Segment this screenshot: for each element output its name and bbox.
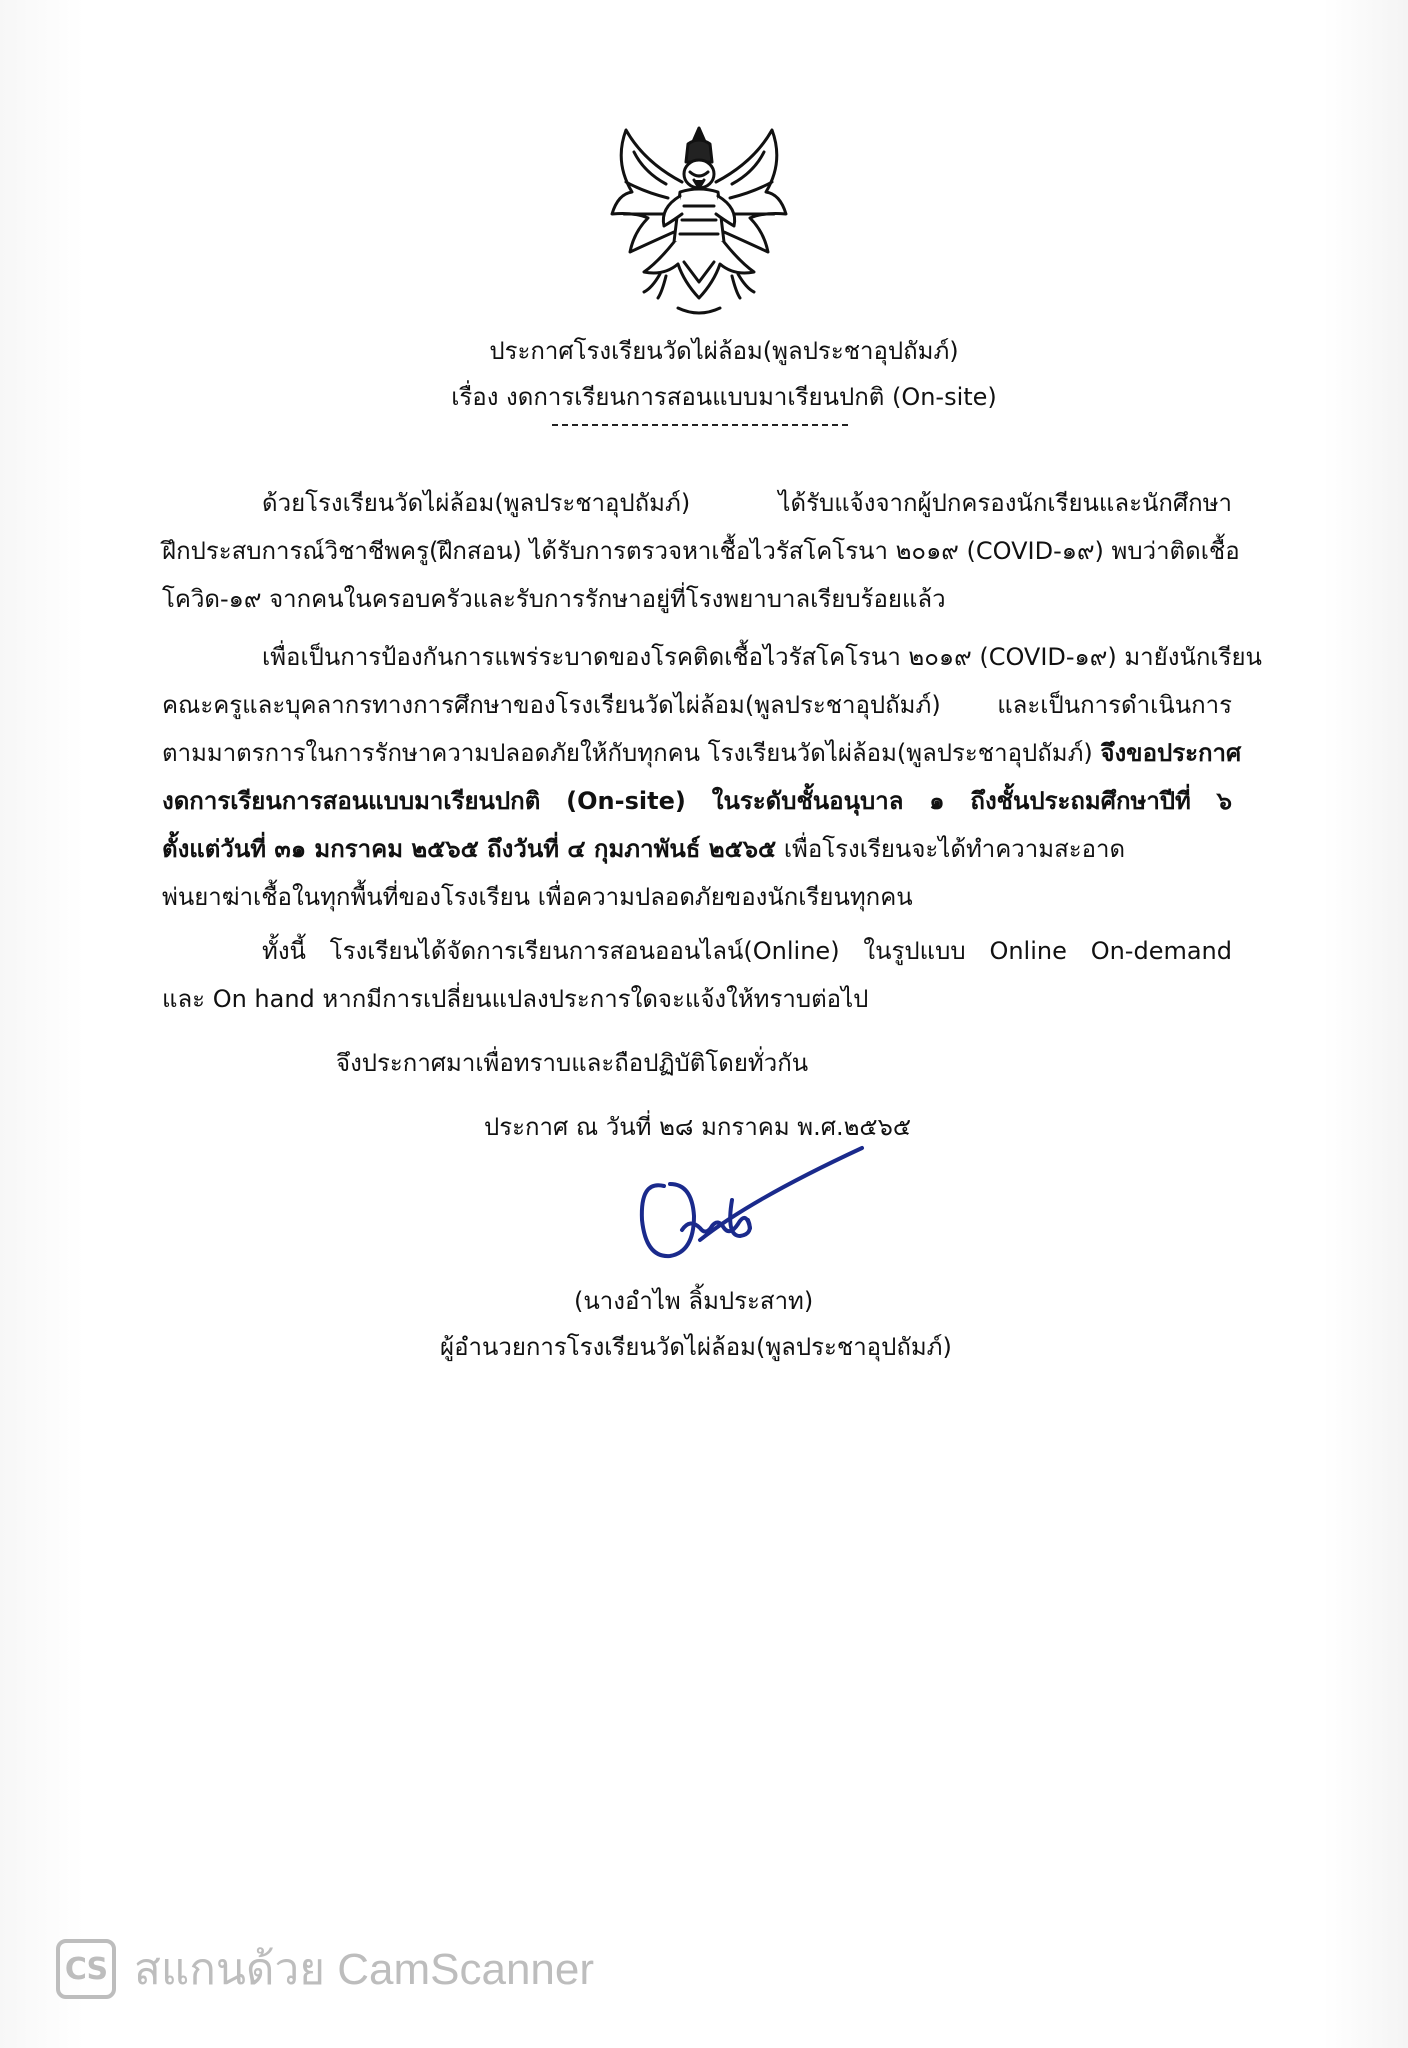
paragraph-2-line-5-bold: ตั้งแต่วันที่ ๓๑ มกราคม ๒๕๖๕ ถึงวันที่ ๔ กุมภาพันธ์ ๒๕๖๕ [162,835,777,863]
paragraph-2-line-1: เพื่อเป็นการป้องกันการแพร่ระบาดของโรคติดเชื้อไวรัสโคโรนา ๒๐๑๙ (COVID-๑๙) มายังนักเรียน [262,643,1262,671]
paragraph-2-line-6: พ่นยาฆ่าเชื้อในทุกพื้นที่ของโรงเรียน เพื่อความปลอดภัยของนักเรียนทุกคน [162,883,913,911]
paragraph-2-line-3-text: ตามมาตรการในการรักษาความปลอดภัยให้กับทุกคน โรงเรียนวัดไผ่ล้อม(พูลประชาอุปถัมภ์) [162,739,1101,767]
paragraph-3-line-2: และ On hand หากมีการเปลี่ยนแปลงประการใดจะแจ้งให้ทราบต่อไป [162,985,869,1013]
paragraph-3-line-1: ทั้งนี้ โรงเรียนได้จัดการเรียนการสอนออนไลน์(Online) ในรูปแบบ Online On-demand [262,937,1232,965]
paragraph-1-line-3: โควิด-๑๙ จากคนในครอบครัวและรับการรักษาอยู่ที่โรงพยาบาลเรียบร้อยแล้ว [162,585,946,613]
paragraph-1-line-2: ฝึกประสบการณ์วิชาชีพครู(ฝึกสอน) ได้รับการตรวจหาเชื้อไวรัสโคโรนา ๒๐๑๙ (COVID-๑๙) พบว่าติดเชื้อ [162,537,1240,565]
paragraph-2-line-5 [162,832,1232,866]
camscanner-logo-icon: CS [56,1939,116,1999]
camscanner-text: สแกนด้วย CamScanner [134,1945,595,1994]
closing-statement: จึงประกาศมาเพื่อทราบและถือปฏิบัติโดยทั่วกัน [336,1049,809,1077]
garuda-emblem [604,122,794,322]
announcement-title: ประกาศโรงเรียนวัดไผ่ล้อม(พูลประชาอุปถัมภ์) [489,337,959,365]
signatory-name: (นางอำไพ ลิ้มประสาท) [574,1287,814,1315]
title-divider [552,424,848,426]
paragraph-2-line-4: งดการเรียนการสอนแบบมาเรียนปกติ (On-site) ในระดับชั้นอนุบาล ๑ ถึงชั้นประถมศึกษาปีที่ ๖ [162,787,1232,815]
announcement-date: ประกาศ ณ วันที่ ๒๘ มกราคม พ.ศ.๒๕๖๕ [484,1113,911,1141]
signatory-position: ผู้อำนวยการโรงเรียนวัดไผ่ล้อม(พูลประชาอุปถัมภ์) [440,1333,952,1361]
paragraph-2-line-5-text: เพื่อโรงเรียนจะได้ทำความสะอาด [776,835,1126,863]
paragraph-2-line-2: คณะครูและบุคลากรทางการศึกษาของโรงเรียนวัดไผ่ล้อม(พูลประชาอุปถัมภ์) และเป็นการดำเนินการ [162,691,1232,719]
camscanner-watermark [56,1934,594,2004]
paragraph-1-line-1: ด้วยโรงเรียนวัดไผ่ล้อม(พูลประชาอุปถัมภ์) ได้รับแจ้งจากผู้ปกครองนักเรียนและนักศึกษา [262,489,1232,517]
handwritten-signature [630,1140,870,1270]
announcement-subject: เรื่อง งดการเรียนการสอนแบบมาเรียนปกติ (On-site) [451,383,997,411]
paragraph-2-line-3 [162,736,1242,770]
paragraph-2-line-3-bold: จึงขอประกาศ [1100,739,1242,767]
